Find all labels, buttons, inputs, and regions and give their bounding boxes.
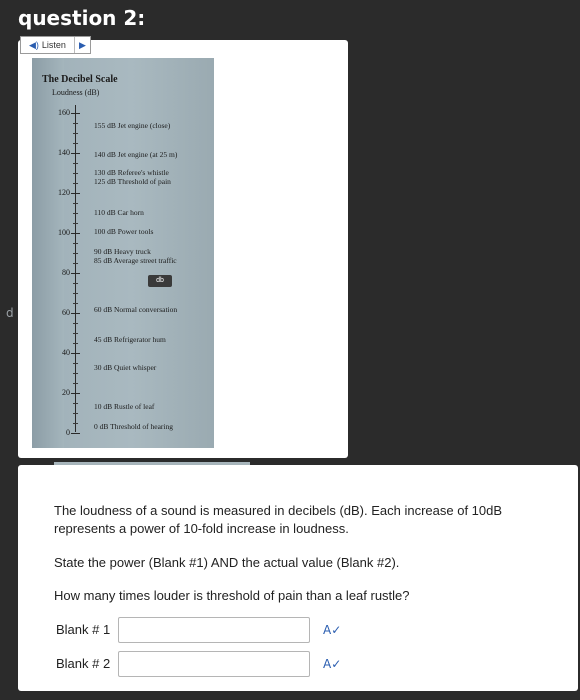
scale-minor-tick (73, 253, 78, 254)
scale-minor-tick (73, 343, 78, 344)
scale-minor-tick (73, 223, 78, 224)
blank-2-input[interactable] (118, 651, 310, 677)
scale-minor-tick (73, 363, 78, 364)
scale-minor-tick (73, 403, 78, 404)
scale-entry: 10 dB Rustle of leaf (94, 402, 155, 411)
blank-2-label: Blank # 2 (56, 656, 111, 671)
blank-1-label: Blank # 1 (56, 622, 111, 637)
prompt-instructions: State the power (Blank #1) AND the actual value (Blank #2). (54, 555, 400, 570)
scale-minor-tick (73, 133, 78, 134)
scale-minor-tick (73, 383, 78, 384)
scale-minor-tick (73, 323, 78, 324)
scale-minor-tick (73, 413, 78, 414)
scale-major-tick (71, 113, 80, 114)
scale-minor-tick (73, 143, 78, 144)
scale-major-tick (71, 313, 80, 314)
scale-minor-tick (73, 283, 78, 284)
spellcheck-icon[interactable]: A✓ (323, 623, 342, 637)
scale-entry: 155 dB Jet engine (close) (94, 121, 171, 130)
scale-tick-label: 60 (62, 308, 70, 317)
prompt-line-2: represents a power of 10-fold increase in loudness. (54, 521, 349, 536)
listen-button[interactable] (21, 37, 75, 53)
scale-minor-tick (73, 333, 78, 334)
scale-tick-label: 140 (58, 148, 70, 157)
scale-entry: 60 dB Normal conversation (94, 305, 178, 314)
spellcheck-icon[interactable]: A✓ (323, 657, 342, 671)
scale-title: The Decibel Scale (42, 74, 118, 85)
scale-major-tick (71, 273, 80, 274)
scale-tick-label: 0 (66, 428, 70, 437)
scale-minor-tick (73, 123, 78, 124)
blank-1-input[interactable] (118, 617, 310, 643)
scale-minor-tick (73, 293, 78, 294)
scale-minor-tick (73, 423, 78, 424)
scale-minor-tick (73, 263, 78, 264)
scale-subtitle: Loudness (dB) (52, 88, 100, 97)
scale-entry: 100 dB Power tools (94, 227, 154, 236)
scale-minor-tick (73, 213, 78, 214)
scale-minor-tick (73, 243, 78, 244)
scale-major-tick (71, 353, 80, 354)
scale-tick-label: 40 (62, 348, 70, 357)
scale-tick-label: 80 (62, 268, 70, 277)
scale-tick-label: 120 (58, 188, 70, 197)
scale-minor-tick (73, 183, 78, 184)
listen-widget[interactable] (20, 36, 91, 54)
scale-entry: 90 dB Heavy truck (94, 247, 151, 256)
scale-major-tick (71, 153, 80, 154)
scale-major-tick (71, 393, 80, 394)
listen-label: Listen (41, 40, 66, 50)
scale-entry: 140 dB Jet engine (at 25 m) (94, 150, 178, 159)
scale-tick-label: 160 (58, 108, 70, 117)
scale-minor-tick (73, 303, 78, 304)
question-title: question 2: (18, 6, 146, 30)
scale-minor-tick (73, 173, 78, 174)
speaker-icon: ◀) (29, 39, 39, 50)
scale-entry: 85 dB Average street traffic (94, 256, 177, 265)
prompt-line-1: The loudness of a sound is measured in decibels (dB). Each increase of 10dB (54, 503, 503, 518)
scale-major-tick (71, 233, 80, 234)
play-icon[interactable]: ▶ (78, 39, 86, 50)
side-mark: d (6, 306, 14, 320)
scale-minor-tick (73, 373, 78, 374)
db-badge: db (148, 275, 172, 287)
scale-minor-tick (73, 163, 78, 164)
scale-entry: 30 dB Quiet whisper (94, 363, 157, 372)
scale-entry: 110 dB Car horn (94, 208, 144, 217)
scale-entry: 0 dB Threshold of hearing (94, 422, 174, 431)
scale-major-tick (71, 433, 80, 434)
scale-tick-label: 100 (58, 228, 70, 237)
scale-tick-label: 20 (62, 388, 70, 397)
scale-minor-tick (73, 203, 78, 204)
scale-entry: 125 dB Threshold of pain (94, 177, 171, 186)
prompt-question: How many times louder is threshold of pain than a leaf rustle? (54, 588, 410, 603)
scale-entry: 45 dB Refrigerator hum (94, 335, 166, 344)
scale-major-tick (71, 193, 80, 194)
scale-entry: 130 dB Referee's whistle (94, 168, 169, 177)
